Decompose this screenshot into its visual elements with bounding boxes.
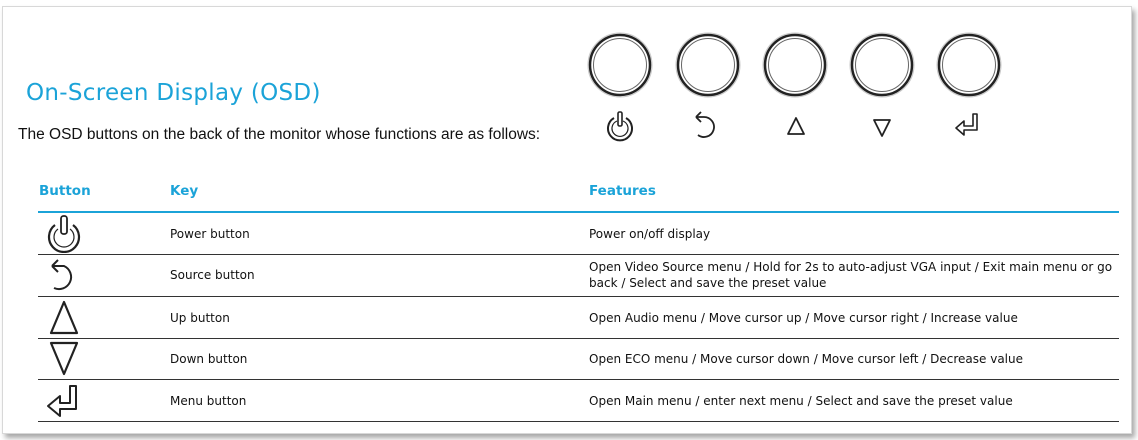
enter-arrow-icon	[42, 382, 86, 420]
source-back-icon	[42, 257, 86, 295]
features-text: Open Main menu / enter next menu / Select and save the preset value	[589, 394, 1013, 408]
key-label: Source button	[170, 268, 255, 282]
key-label: Down button	[170, 352, 248, 366]
table-row	[38, 380, 1119, 422]
hardware-button-menu[interactable]	[936, 32, 1002, 98]
key-label: Menu button	[170, 394, 247, 408]
features-text: Open ECO menu / Move cursor down / Move cursor left / Decrease value	[589, 352, 1023, 366]
down-triangle-icon	[866, 108, 898, 144]
table-row	[38, 255, 1119, 297]
key-label: Power button	[170, 227, 250, 241]
source-back-icon	[692, 108, 724, 144]
hardware-button-down[interactable]	[849, 32, 915, 98]
table-row	[38, 339, 1119, 380]
features-text: Power on/off display	[589, 227, 711, 241]
power-icon	[42, 215, 86, 253]
table-row	[38, 297, 1119, 339]
table-row	[38, 213, 1119, 255]
page-title: On-Screen Display (OSD)	[26, 80, 321, 106]
hardware-button-up[interactable]	[762, 32, 828, 98]
power-icon	[604, 108, 636, 144]
enter-arrow-icon	[953, 108, 985, 144]
key-label: Up button	[170, 311, 230, 325]
column-header-key: Key	[170, 183, 199, 199]
hardware-button-power[interactable]	[587, 32, 653, 98]
intro-text: The OSD buttons on the back of the monitor whose functions are as follows:	[18, 126, 541, 143]
column-header-button: Button	[39, 183, 91, 199]
features-text: Open Video Source menu / Hold for 2s to auto-adjust VGA input / Exit main menu or go back / Select and save the preset value	[589, 260, 1113, 290]
down-triangle-icon	[42, 340, 86, 378]
up-triangle-icon	[42, 299, 86, 337]
up-triangle-icon	[780, 108, 812, 144]
features-text: Open Audio menu / Move cursor up / Move cursor right / Increase value	[589, 311, 1018, 325]
hardware-button-source[interactable]	[675, 32, 741, 98]
column-header-features: Features	[589, 183, 656, 199]
